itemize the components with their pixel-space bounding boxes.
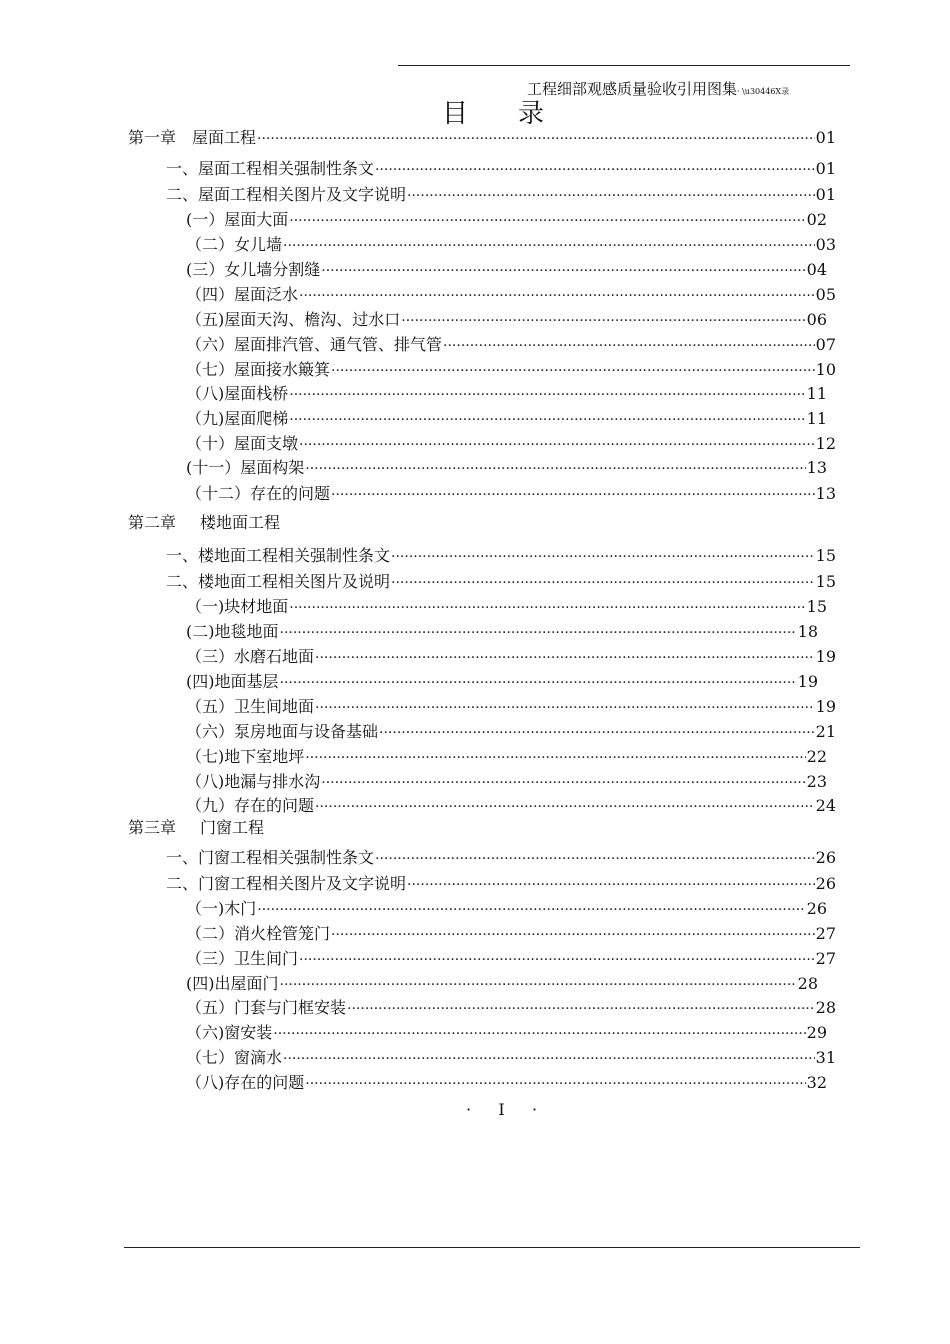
toc-entry-page: 15 xyxy=(806,597,827,616)
toc-entry-page: 27 xyxy=(815,924,836,943)
toc-entry-label: （十）屋面支墩 xyxy=(186,434,299,453)
toc-leader-dots xyxy=(280,974,797,996)
toc-entry-page: 23 xyxy=(806,772,827,791)
toc-leader-dots xyxy=(257,899,805,921)
toc-entry[interactable] xyxy=(186,646,836,668)
toc-entry-page: 31 xyxy=(815,1048,836,1067)
toc-entry[interactable] xyxy=(186,696,836,718)
toc-leader-dots xyxy=(305,747,805,769)
toc-leader-dots xyxy=(375,159,815,181)
toc-entry[interactable] xyxy=(186,721,836,743)
toc-leader-dots xyxy=(299,285,815,307)
toc-entry[interactable] xyxy=(186,973,818,995)
toc-entry-page: 06 xyxy=(806,310,827,329)
toc-leader-dots xyxy=(280,672,797,694)
toc-leader-dots xyxy=(289,409,805,431)
toc-entry-label: （八)存在的问题 xyxy=(186,1073,305,1092)
footer-dot-right: · xyxy=(531,1100,538,1119)
toc-entry-page: 15 xyxy=(815,546,836,565)
chapter-number: 第三章 xyxy=(128,818,177,837)
toc-entry[interactable] xyxy=(186,1022,827,1044)
toc-entry[interactable] xyxy=(186,433,836,455)
toc-entry[interactable] xyxy=(186,408,827,430)
toc-entry[interactable] xyxy=(166,158,836,180)
toc-entry-page: 19 xyxy=(815,697,836,716)
toc-entry[interactable] xyxy=(186,948,836,970)
footer-rule xyxy=(124,1247,860,1248)
toc-entry-page: 03 xyxy=(815,235,836,254)
running-header xyxy=(527,78,789,99)
toc-entry-page: 26 xyxy=(806,899,827,918)
toc-entry-ch1[interactable] xyxy=(128,127,836,149)
toc-entry-page: 01 xyxy=(815,185,836,204)
toc-leader-dots xyxy=(375,848,815,870)
toc-entry[interactable] xyxy=(186,259,827,281)
toc-entry[interactable] xyxy=(186,1047,836,1069)
toc-leader-dots xyxy=(289,210,805,232)
toc-entry-label: (三）女儿墙分割缝 xyxy=(186,260,321,279)
toc-entry-label: （五）门套与门框安装 xyxy=(186,998,347,1017)
toc-entry-label: （八)地漏与排水沟 xyxy=(186,772,321,791)
toc-entry[interactable] xyxy=(186,234,836,256)
toc-entry-label: （二）女儿墙 xyxy=(186,235,283,254)
toc-entry-page: 29 xyxy=(806,1023,827,1042)
toc-entry-label: （六)窗安装 xyxy=(186,1023,273,1042)
toc-entry-page: 28 xyxy=(815,998,836,1017)
toc-entry[interactable] xyxy=(166,873,836,895)
toc-entry[interactable] xyxy=(186,383,827,405)
toc-entry-label: 二、屋面工程相关图片及文字说明 xyxy=(166,185,407,204)
toc-entry[interactable] xyxy=(186,671,818,693)
toc-leader-dots xyxy=(283,235,815,257)
toc-entry-label: （七）窗滴水 xyxy=(186,1048,283,1067)
toc-entry-page: 12 xyxy=(815,434,836,453)
toc-entry-label: 二、门窗工程相关图片及文字说明 xyxy=(166,874,407,893)
toc-leader-dots xyxy=(315,697,815,719)
toc-entry-page: 11 xyxy=(806,409,827,428)
toc-chapter-2[interactable] xyxy=(128,512,280,534)
toc-entry[interactable] xyxy=(186,596,827,618)
toc-leader-dots xyxy=(331,924,815,946)
toc-entry-page: 04 xyxy=(806,260,827,279)
toc-entry[interactable] xyxy=(186,771,827,793)
toc-entry-label: （四）屋面泛水 xyxy=(186,285,299,304)
toc-entry-label: （二）消火栓管笼门 xyxy=(186,924,331,943)
toc-entry[interactable] xyxy=(186,621,818,643)
toc-entry-label: （一)木门 xyxy=(186,899,257,918)
toc-leader-dots xyxy=(391,572,815,594)
toc-entry-page: 13 xyxy=(815,484,836,503)
toc-entry-page: 07 xyxy=(815,335,836,354)
toc-entry-page: 11 xyxy=(806,384,827,403)
toc-leader-dots xyxy=(257,128,815,150)
toc-entry-label: （六）屋面排汽管、通气管、排气管 xyxy=(186,335,443,354)
toc-leader-dots xyxy=(305,458,805,480)
toc-entry-page: 32 xyxy=(806,1073,827,1092)
toc-leader-dots xyxy=(321,260,805,282)
toc-leader-dots xyxy=(289,384,805,406)
toc-leader-dots xyxy=(273,1023,805,1045)
toc-leader-dots xyxy=(289,597,805,619)
toc-entry-label: （九)屋面爬梯 xyxy=(186,409,289,428)
toc-entry-page: 01 xyxy=(815,128,836,147)
toc-entry[interactable] xyxy=(166,184,836,206)
toc-entry[interactable] xyxy=(186,795,836,817)
toc-entry-page: 13 xyxy=(806,458,827,477)
toc-entry-label: (四)地面基层 xyxy=(186,672,279,691)
toc-title xyxy=(442,93,544,130)
toc-entry-label: （八)屋面栈桥 xyxy=(186,384,289,403)
toc-leader-dots xyxy=(443,335,815,357)
toc-title-right: 录 xyxy=(518,99,545,129)
toc-entry[interactable] xyxy=(186,209,827,231)
toc-entry[interactable] xyxy=(166,571,836,593)
toc-entry-label: （九）存在的问题 xyxy=(186,796,315,815)
toc-leader-dots xyxy=(299,949,815,971)
toc-entry-label: (一）屋面大面 xyxy=(186,210,289,229)
toc-entry[interactable] xyxy=(186,457,827,479)
toc-entry[interactable] xyxy=(186,1072,827,1094)
toc-entry-page: 05 xyxy=(815,285,836,304)
toc-entry[interactable] xyxy=(186,309,827,331)
toc-entry-label: （五)屋面天沟、檐沟、过水口 xyxy=(186,310,401,329)
toc-entry-page: 24 xyxy=(815,796,836,815)
toc-entry-label: (二)地毯地面 xyxy=(186,622,279,641)
toc-entry-label: （三）卫生间门 xyxy=(186,949,299,968)
toc-entry[interactable] xyxy=(166,545,836,567)
toc-leader-dots xyxy=(401,310,805,332)
toc-entry[interactable] xyxy=(186,746,827,768)
toc-entry-page: 27 xyxy=(815,949,836,968)
toc-entry-label: （一)块材地面 xyxy=(186,597,289,616)
toc-leader-dots xyxy=(407,185,815,207)
toc-entry-label: (十一）屋面构架 xyxy=(186,458,305,477)
chapter-number: 第二章 xyxy=(128,513,177,532)
toc-entry[interactable] xyxy=(186,284,836,306)
toc-entry-page: 26 xyxy=(815,848,836,867)
toc-entry-page: 21 xyxy=(815,722,836,741)
footer-dot-left: · xyxy=(465,1100,472,1119)
toc-leader-dots xyxy=(315,796,815,818)
toc-entry-label: （五）卫生间地面 xyxy=(186,697,315,716)
toc-entry-label: （三）水磨石地面 xyxy=(186,647,315,666)
toc-leader-dots xyxy=(299,434,815,456)
toc-entry-page: 22 xyxy=(806,747,827,766)
toc-entry-label: 第一章 屋面工程 xyxy=(128,128,257,147)
toc-chapter-3[interactable] xyxy=(128,817,264,839)
toc-leader-dots xyxy=(283,1048,815,1070)
toc-entry-label: （七）屋面接水簸箕 xyxy=(186,360,331,379)
toc-entry[interactable] xyxy=(166,847,836,869)
toc-entry-page: 15 xyxy=(815,572,836,591)
toc-leader-dots xyxy=(315,647,815,669)
running-header-suffix: · \u30446X录 xyxy=(737,87,790,96)
toc-entry[interactable] xyxy=(186,334,836,356)
toc-entry-label: （十二）存在的问题 xyxy=(186,484,331,503)
toc-entry-label: 一、楼地面工程相关强制性条文 xyxy=(166,546,391,565)
toc-leader-dots xyxy=(347,998,815,1020)
toc-entry-label: 一、屋面工程相关强制性条文 xyxy=(166,159,375,178)
toc-entry-page: 02 xyxy=(806,210,827,229)
toc-leader-dots xyxy=(280,622,797,644)
header-rule xyxy=(398,65,850,66)
toc-entry[interactable] xyxy=(186,359,836,381)
chapter-name: 楼地面工程 xyxy=(200,513,281,532)
toc-entry[interactable] xyxy=(186,898,827,920)
toc-entry[interactable] xyxy=(186,923,836,945)
toc-entry-page: 10 xyxy=(815,360,836,379)
toc-entry-page: 26 xyxy=(815,874,836,893)
toc-leader-dots xyxy=(331,484,815,506)
footer-page-marker: I xyxy=(498,1100,505,1119)
running-header-title: 工程细部观感质量验收引用图集 xyxy=(527,80,738,98)
toc-entry-label: 二、楼地面工程相关图片及说明 xyxy=(166,572,391,591)
toc-leader-dots xyxy=(391,546,815,568)
page-footer-marks xyxy=(452,1100,551,1119)
toc-entry-page: 19 xyxy=(815,647,836,666)
toc-entry-page: 19 xyxy=(797,672,818,691)
toc-leader-dots xyxy=(331,360,815,382)
toc-entry-page: 18 xyxy=(797,622,818,641)
toc-leader-dots xyxy=(407,874,815,896)
toc-entry-label: 一、门窗工程相关强制性条文 xyxy=(166,848,375,867)
toc-entry-page: 28 xyxy=(797,974,818,993)
toc-leader-dots xyxy=(379,722,815,744)
chapter-name: 门窗工程 xyxy=(200,818,265,837)
toc-entry-label: （六）泵房地面与设备基础 xyxy=(186,722,379,741)
toc-entry-label: （七)地下室地坪 xyxy=(186,747,305,766)
toc-leader-dots xyxy=(305,1073,805,1095)
toc-entry-label: (四)出屋面门 xyxy=(186,974,279,993)
toc-entry-page: 01 xyxy=(815,159,836,178)
toc-title-left: 目 xyxy=(442,99,469,129)
toc-entry[interactable] xyxy=(186,483,836,505)
toc-entry[interactable] xyxy=(186,997,836,1019)
toc-leader-dots xyxy=(321,772,805,794)
